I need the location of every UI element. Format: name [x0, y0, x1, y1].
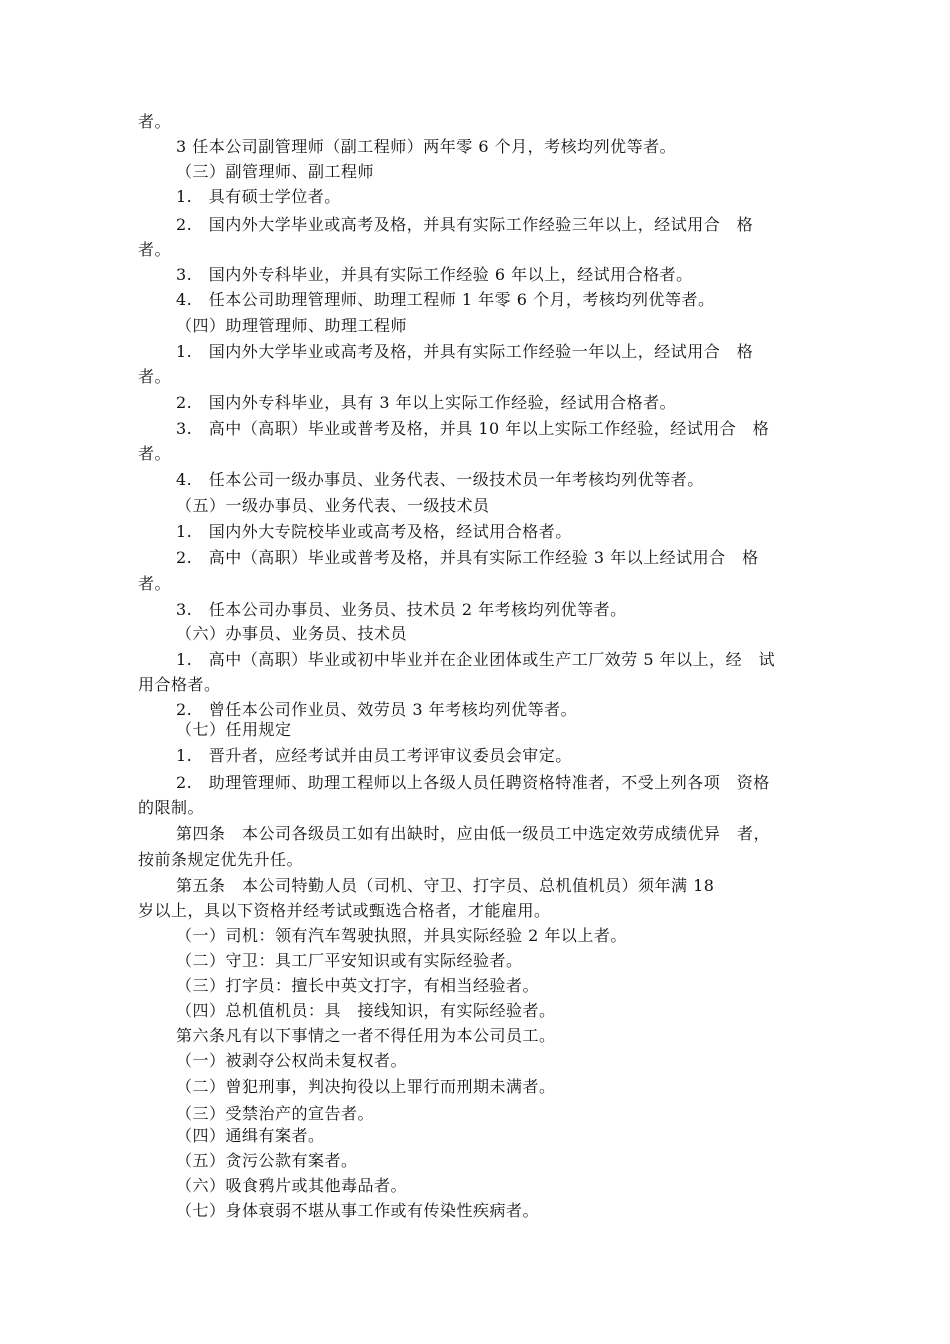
list-item: 3. 国内外专科毕业，并具有实际工作经验 6 年以上，经试用合格者。 [176, 265, 693, 284]
text-line: 岁以上，具以下资格并经考试或甄选合格者，才能雇用。 [138, 901, 551, 920]
list-item: 1. 具有硕士学位者。 [176, 187, 341, 206]
section-heading: （四）助理管理师、助理工程师 [176, 316, 408, 335]
list-item: 2. 高中（高职）毕业或普考及格，并具有实际工作经验 3 年以上经试用合 格 [176, 548, 759, 567]
section-heading: （三）副管理师、副工程师 [176, 162, 375, 181]
list-item: （六）吸食鸦片或其他毒品者。 [176, 1176, 408, 1195]
article-paragraph: 第六条凡有以下事情之一者不得任用为本公司员工。 [176, 1026, 556, 1045]
list-item: 2. 助理管理师、助理工程师以上各级人员任聘资格特准者，不受上列各项 资格 [176, 773, 770, 792]
list-item: （二）曾犯刑事，判决拘役以上罪行而刑期未满者。 [176, 1077, 556, 1096]
list-item: （三）受禁治产的宣告者。 [176, 1104, 375, 1123]
list-item: （一）司机：领有汽车驾驶执照，并具实际经验 2 年以上者。 [176, 926, 627, 945]
list-item: 4. 任本公司一级办事员、业务代表、一级技术员一年考核均列优等者。 [176, 470, 704, 489]
list-item: 1. 国内外大专院校毕业或高考及格，经试用合格者。 [176, 522, 572, 541]
text-line: 者。 [138, 112, 172, 131]
text-line: 者。 [138, 240, 172, 259]
text-line: 用合格者。 [138, 675, 221, 694]
section-heading: （七）任用规定 [176, 720, 292, 739]
list-item: 1. 晋升者，应经考试并由员工考评审议委员会审定。 [176, 746, 572, 765]
list-item: 4. 任本公司助理管理师、助理工程师 1 年零 6 个月，考核均列优等者。 [176, 290, 715, 309]
list-item: 2. 国内外大学毕业或高考及格，并具有实际工作经验三年以上，经试用合 格 [176, 215, 754, 234]
text-line: 者。 [138, 574, 172, 593]
list-item: （七）身体衰弱不堪从事工作或有传染性疾病者。 [176, 1201, 540, 1220]
list-item: （四）总机值机员：具 接线知识，有实际经验者。 [176, 1001, 556, 1020]
text-line: 按前条规定优先升任。 [138, 850, 304, 869]
list-item: （三）打字员：擅长中英文打字，有相当经验者。 [176, 976, 540, 995]
section-heading: （六）办事员、业务员、技术员 [176, 624, 408, 643]
text-line: 3 任本公司副管理师（副工程师）两年零 6 个月，考核均列优等者。 [176, 137, 677, 156]
list-item: 1. 国内外大学毕业或高考及格，并具有实际工作经验一年以上，经试用合 格 [176, 342, 754, 361]
article-paragraph: 第五条 本公司特勤人员（司机、守卫、打字员、总机值机员）须年满 18 [176, 876, 715, 895]
text-line: 的限制。 [138, 798, 205, 817]
text-line: 者。 [138, 444, 172, 463]
article-paragraph: 第四条 本公司各级员工如有出缺时，应由低一级员工中选定效劳成绩优异 者， [176, 824, 771, 843]
list-item: 3. 任本公司办事员、业务员、技术员 2 年考核均列优等者。 [176, 600, 627, 619]
text-line: 者。 [138, 367, 172, 386]
list-item: （四）通缉有案者。 [176, 1126, 325, 1145]
list-item: 2. 国内外专科毕业，具有 3 年以上实际工作经验，经试用合格者。 [176, 393, 677, 412]
section-heading: （五）一级办事员、业务代表、一级技术员 [176, 496, 490, 515]
list-item: 3. 高中（高职）毕业或普考及格，并具 10 年以上实际工作经验，经试用合 格 [176, 419, 770, 438]
list-item: 2. 曾任本公司作业员、效劳员 3 年考核均列优等者。 [176, 700, 578, 719]
list-item: （二）守卫：具工厂平安知识或有实际经验者。 [176, 951, 523, 970]
list-item: （一）被剥夺公权尚未复权者。 [176, 1051, 408, 1070]
list-item: （五）贪污公款有案者。 [176, 1151, 358, 1170]
list-item: 1. 高中（高职）毕业或初中毕业并在企业团体或生产工厂效劳 5 年以上，经 试 [176, 650, 776, 669]
